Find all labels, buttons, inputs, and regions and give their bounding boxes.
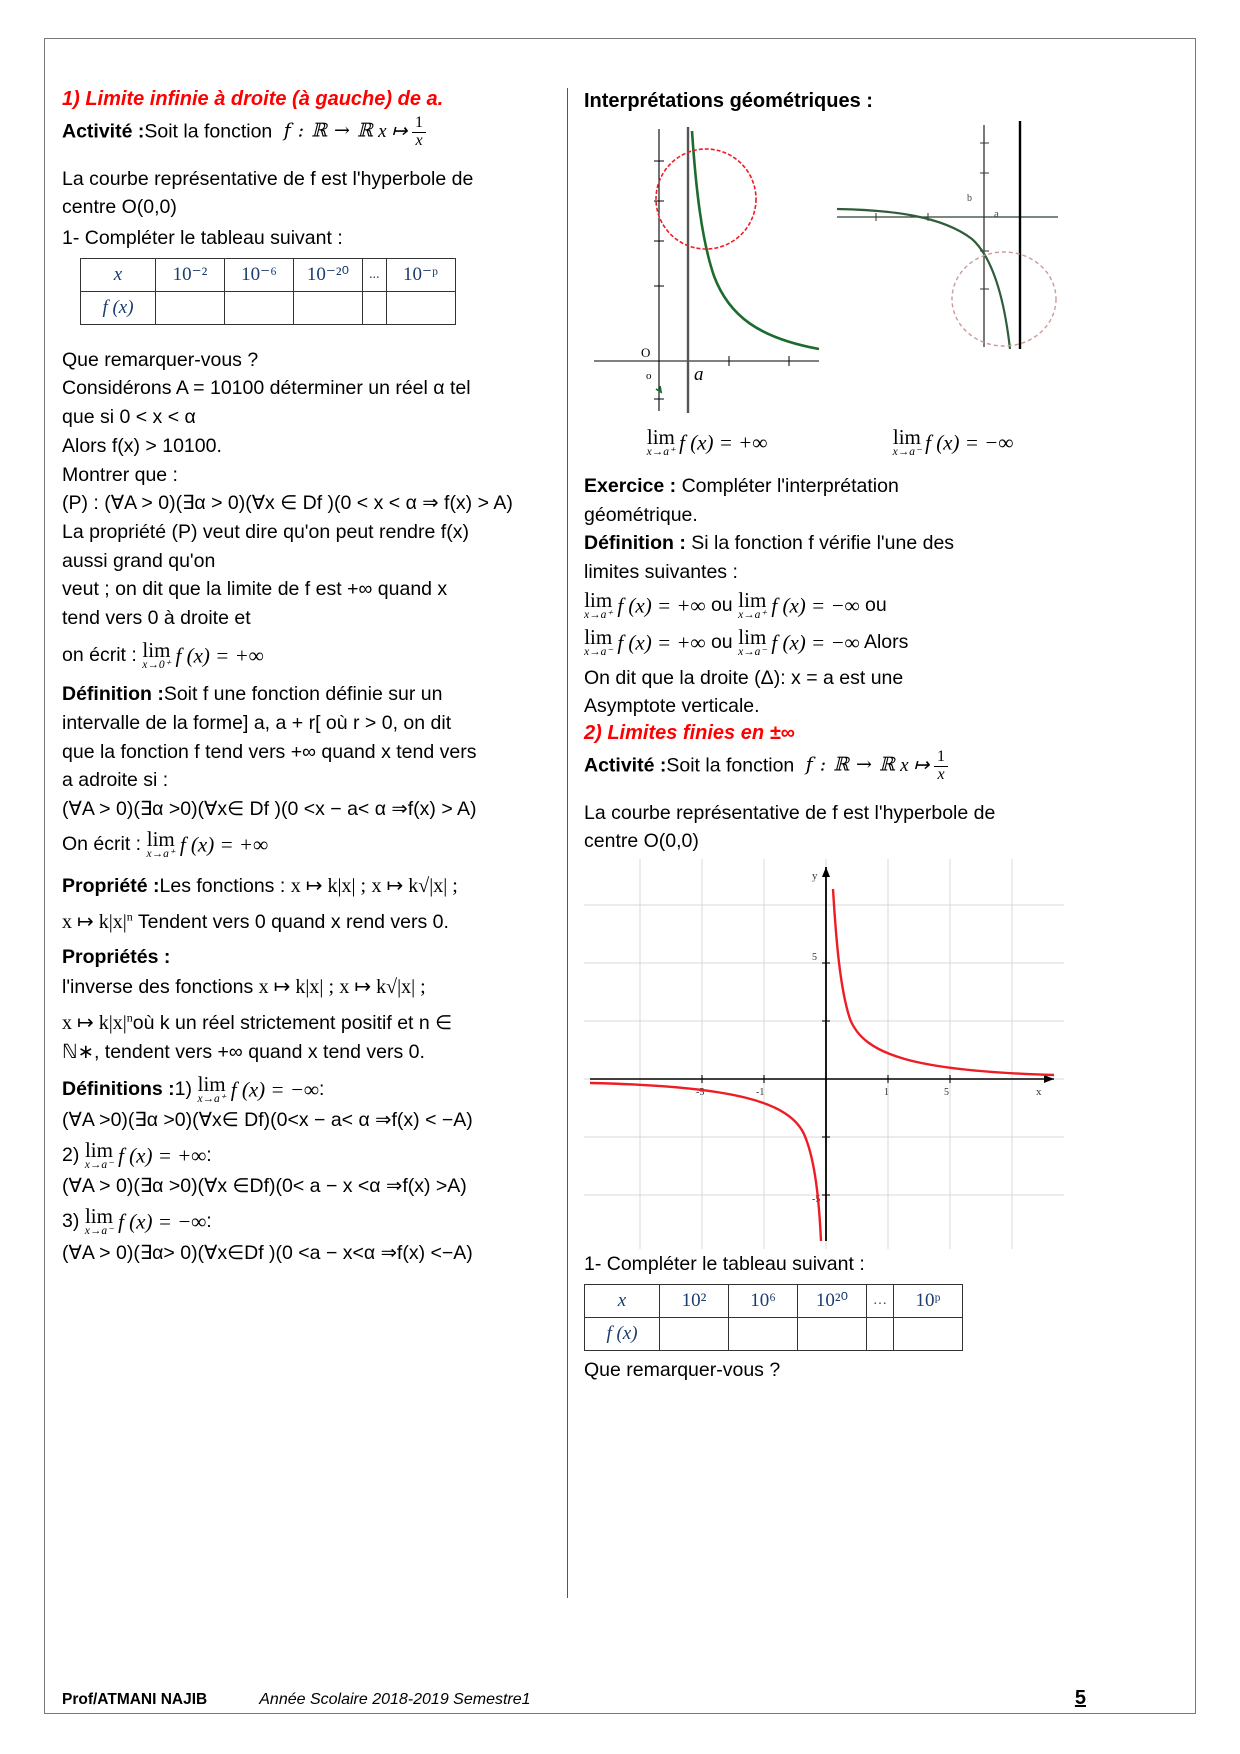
graph-background bbox=[584, 859, 1064, 1249]
lim-operator bbox=[738, 627, 766, 659]
cell-value-right-3[interactable] bbox=[867, 1317, 894, 1350]
function-map-line bbox=[378, 114, 426, 149]
table-instruction-right: 1- Compléter le tableau suivant : bbox=[584, 1253, 865, 1276]
definitions-label: Définitions : bbox=[62, 1077, 175, 1100]
droite-delta-line: On dit que la droite (Δ): x = a est une bbox=[584, 666, 904, 689]
column-divider bbox=[567, 88, 568, 1598]
cell-header-4: 10⁻ᵖ bbox=[386, 258, 455, 291]
b-label-graph2: b bbox=[967, 193, 972, 205]
table-instruction-left: 1- Compléter le tableau suivant : bbox=[62, 227, 343, 249]
lim-body: f (x) = −∞ bbox=[771, 593, 860, 618]
on-ecrit-line-1 bbox=[62, 637, 553, 672]
definition-quantifier-left: (∀A > 0)(∃α >0)(∀x∈ Df )(0 <x − a< α ⇒f(x) > A) bbox=[62, 798, 477, 821]
fn-c-base: x ↦ k|x| bbox=[62, 911, 127, 934]
curve-description-line-1: La courbe représentative de f est l'hyperbole de bbox=[62, 167, 474, 190]
cell-value-right-0[interactable] bbox=[660, 1317, 729, 1350]
propriete-block bbox=[62, 872, 553, 900]
cell-x-label: x bbox=[81, 258, 156, 291]
function-k-abs-x: x ↦ k|x| ; bbox=[290, 875, 367, 898]
on-ecrit-label-1: on écrit : bbox=[62, 643, 137, 666]
propriete-label: Propriété : bbox=[62, 875, 160, 898]
limit-expression-right-minus bbox=[893, 427, 1014, 459]
definition-3-colon: : bbox=[206, 1209, 212, 1232]
definition-3-quantifier: (∀A > 0)(∃α> 0)(∀x∈Df )(0 <a − x<α ⇒f(x) <−A) bbox=[62, 1241, 473, 1264]
limit-expression-l1b bbox=[738, 587, 860, 622]
cell-header-1: 10⁻⁶ bbox=[225, 258, 294, 291]
limit-expression-d3 bbox=[85, 1206, 207, 1238]
exercice-text: Compléter l'interprétation bbox=[681, 474, 899, 497]
lim-subscript: x→a⁻ bbox=[84, 1225, 114, 1238]
lim-subscript: x→a⁻ bbox=[584, 646, 613, 659]
definition-3-block bbox=[62, 1206, 553, 1238]
property-explain-4: tend vers 0 à droite et bbox=[62, 607, 251, 630]
limit-expression-l1a bbox=[584, 587, 706, 622]
hyperbola-graph-large bbox=[584, 859, 1064, 1249]
hyperbola-branch-green bbox=[692, 131, 819, 349]
propriete-tail-text: Tendent vers 0 quand x rend vers 0. bbox=[137, 911, 449, 934]
cell-x-label-right: x bbox=[585, 1284, 660, 1317]
asymptote-line: Asymptote verticale. bbox=[584, 695, 760, 718]
limit-expression-d1 bbox=[197, 1071, 319, 1106]
definition-text-right-2: limites suivantes : bbox=[584, 561, 738, 583]
function-domain-line: f : ℝ → ℝ bbox=[283, 119, 374, 142]
limit-expression-d2 bbox=[84, 1137, 207, 1172]
cell-header-3: ... bbox=[363, 258, 387, 291]
x-tick-5: 5 bbox=[944, 1087, 949, 1099]
lim-word: lim bbox=[584, 587, 613, 612]
lim-body: f (x) = +∞ bbox=[617, 630, 706, 655]
definitions-block bbox=[62, 1071, 553, 1106]
table-row bbox=[585, 1284, 963, 1317]
inverse-tail-2: ℕ∗, tendent vers +∞ quand x tend vers 0. bbox=[62, 1040, 425, 1063]
definition-text-right: Si la fonction f vérifie l'une des bbox=[691, 532, 955, 555]
question-remark-right: Que remarquer-vous ? bbox=[584, 1358, 781, 1381]
x-tick-minus1: -1 bbox=[756, 1087, 765, 1099]
cell-value-right-4[interactable] bbox=[894, 1317, 963, 1350]
activity-text: Soit la fonction bbox=[144, 120, 273, 143]
fn-c-base-2: x ↦ k|x| bbox=[62, 1011, 127, 1034]
ou-connector-2: ou bbox=[865, 593, 887, 616]
cell-header-right-0: 10² bbox=[660, 1284, 729, 1317]
propriete-text: Les fonctions : bbox=[159, 875, 286, 898]
inverse-function-b: x ↦ k√|x| ; bbox=[339, 975, 426, 998]
footer-author: Prof/ATMANI NAJIB bbox=[62, 1691, 208, 1708]
definition-block-left bbox=[62, 681, 553, 708]
function-k-sqrt-abs-x: x ↦ k√|x| ; bbox=[371, 875, 458, 898]
limit-expression-right-plus bbox=[647, 427, 768, 459]
lim-word: lim bbox=[646, 425, 675, 450]
fn-c-exponent-2: n bbox=[126, 1010, 133, 1025]
lim-word: lim bbox=[738, 625, 767, 650]
lim-operator bbox=[84, 1137, 114, 1172]
limit-expression-l2a bbox=[584, 627, 706, 659]
table-row bbox=[81, 291, 456, 324]
lim-operator bbox=[146, 826, 175, 861]
lim-word: lim bbox=[197, 1071, 226, 1096]
lim-operator bbox=[893, 427, 921, 459]
y-axis-label: y bbox=[812, 870, 818, 883]
a-label-graph1: a bbox=[694, 364, 704, 386]
cell-value-2[interactable] bbox=[294, 291, 363, 324]
lim-word: lim bbox=[146, 826, 175, 851]
considerons-line: Considérons A = 10100 déterminer un réel α tel bbox=[62, 377, 471, 400]
cell-value-4[interactable] bbox=[386, 291, 455, 324]
lim-word: lim bbox=[584, 625, 613, 650]
on-ecrit-label-2: On écrit : bbox=[62, 832, 142, 855]
definition-line-2: intervalle de la forme] a, a + r[ où r > 0, on dit bbox=[62, 711, 452, 734]
page-footer bbox=[62, 1687, 1086, 1710]
cell-fx-label-right: f (x) bbox=[585, 1317, 660, 1350]
on-ecrit-line-2 bbox=[62, 826, 553, 861]
property-explain-2: aussi grand qu'on bbox=[62, 549, 216, 572]
alors-line: Alors f(x) > 10100. bbox=[62, 434, 222, 457]
definition-2-quantifier: (∀A > 0)(∃α >0)(∀x ∈Df)(0< a − x <α ⇒f(x) >A) bbox=[62, 1175, 467, 1198]
que-si-line: que si 0 < x < α bbox=[62, 406, 196, 429]
definition-1-quantifier: (∀A >0)(∃α >0)(∀x∈ Df)(0<x − a< α ⇒f(x) < −A) bbox=[62, 1109, 473, 1132]
lim-operator bbox=[584, 627, 612, 659]
activity-label-right: Activité : bbox=[584, 754, 667, 777]
function-definition bbox=[284, 115, 426, 150]
activity-label: Activité : bbox=[62, 120, 145, 143]
fraction-numerator-right: 1 bbox=[937, 748, 946, 766]
alors-connector: Alors bbox=[863, 631, 909, 654]
cell-value-0[interactable] bbox=[156, 291, 225, 324]
lim-operator bbox=[647, 427, 675, 459]
fraction-numerator: 1 bbox=[415, 114, 424, 131]
lim-subscript: x→a⁻ bbox=[84, 1158, 114, 1171]
exercice-block bbox=[584, 473, 1076, 500]
curve-description-line-2: centre O(0,0) bbox=[62, 196, 177, 219]
y-tick-minus5: -5 bbox=[812, 1194, 821, 1206]
x-tick-minus5: -5 bbox=[696, 1087, 705, 1099]
two-column-layout bbox=[62, 88, 1086, 1598]
cell-header-2: 10⁻²⁰ bbox=[294, 258, 363, 291]
function-domain-line-right: f : ℝ → ℝ bbox=[805, 753, 896, 776]
limit-expression-2 bbox=[146, 826, 269, 861]
lim-word: lim bbox=[84, 1204, 113, 1229]
proprietes-label: Propriétés : bbox=[62, 946, 171, 969]
lim-body: f (x) = +∞ bbox=[617, 593, 706, 618]
definition-line-1: Soit f une fonction définie sur un bbox=[163, 683, 443, 706]
property-explain-1: La propriété (P) veut dire qu'on peut rendre f(x) bbox=[62, 520, 469, 543]
function-definition-right bbox=[806, 749, 948, 784]
definition-line-3: que la fonction f tend vers +∞ quand x tend vers bbox=[62, 740, 477, 763]
highlight-circle-red-2 bbox=[952, 252, 1056, 346]
function-k-abs-x-n bbox=[62, 911, 133, 933]
cell-fx-label: f (x) bbox=[81, 291, 156, 324]
lim-word: lim bbox=[892, 425, 921, 450]
inverse-function-c bbox=[62, 1012, 133, 1034]
one-over-x-fraction-right bbox=[934, 749, 948, 784]
cell-header-right-1: 10⁶ bbox=[729, 1284, 798, 1317]
table-row bbox=[81, 258, 456, 291]
footer-page-number: 5 bbox=[1074, 1687, 1086, 1709]
definition-2-colon: : bbox=[206, 1143, 212, 1166]
lim-operator bbox=[85, 1206, 113, 1238]
lim-subscript: x→a⁺ bbox=[738, 608, 767, 621]
left-column bbox=[62, 88, 567, 1598]
a-label-graph2: a bbox=[994, 208, 999, 221]
exercice-text-2: géométrique. bbox=[584, 503, 698, 526]
lim-body: f (x) = −∞ bbox=[230, 1077, 319, 1102]
inverse-tail-1: où k un réel strictement positif et n ∈ bbox=[132, 1011, 453, 1034]
lim-subscript: x→a⁺ bbox=[646, 446, 676, 459]
inverse-text: l'inverse des fonctions bbox=[62, 975, 254, 998]
definition-1-colon: : bbox=[318, 1077, 325, 1100]
lim-subscript: x→a⁻ bbox=[738, 646, 767, 659]
lim-operator bbox=[738, 587, 767, 622]
values-table-left bbox=[80, 258, 456, 325]
section-heading-2: 2) Limites finies en ±∞ bbox=[584, 722, 795, 745]
footer-school-year: Année Scolaire 2018-2019 Semestre1 bbox=[259, 1691, 531, 1708]
graph-limit-minus-infinity bbox=[832, 121, 1062, 351]
lim-subscript: x→0⁺ bbox=[142, 658, 171, 671]
inverse-function-a: x ↦ k|x| ; bbox=[258, 975, 334, 998]
limits-list-row-1 bbox=[584, 587, 1076, 622]
cell-value-1[interactable] bbox=[225, 291, 294, 324]
limit-expression-l2b bbox=[738, 627, 860, 659]
ou-connector-3: ou bbox=[710, 631, 733, 654]
lim-body: f (x) = +∞ bbox=[179, 832, 269, 857]
lim-operator bbox=[584, 587, 613, 622]
curve-description-right-1: La courbe représentative de f est l'hyperbole de bbox=[584, 801, 996, 824]
lim-operator bbox=[197, 1071, 226, 1106]
highlight-circle-red bbox=[656, 149, 756, 249]
definition-label-right: Définition : bbox=[584, 532, 686, 555]
lim-body: f (x) = −∞ bbox=[771, 630, 860, 655]
table-row bbox=[585, 1317, 963, 1350]
map-variable-right: x ↦ bbox=[900, 754, 930, 776]
curve-description-right-2: centre O(0,0) bbox=[584, 830, 699, 853]
lim-subscript: x→a⁺ bbox=[146, 847, 175, 860]
definition-line-4: a adroite si : bbox=[62, 769, 169, 792]
lim-word: lim bbox=[84, 1137, 113, 1162]
interpretations-title: Interprétations géométriques : bbox=[584, 90, 873, 112]
fraction-denominator-right: x bbox=[934, 766, 948, 784]
definition-2-block bbox=[62, 1137, 553, 1172]
fraction-denominator: x bbox=[412, 132, 426, 150]
lim-body: f (x) = −∞ bbox=[925, 430, 1014, 455]
y-tick-5: 5 bbox=[812, 952, 817, 964]
map-variable: x ↦ bbox=[378, 120, 408, 142]
inverse-block bbox=[62, 973, 553, 1001]
function-map-line-right bbox=[900, 748, 948, 783]
lim-body: f (x) = +∞ bbox=[679, 430, 768, 455]
definition-block-right bbox=[584, 530, 1076, 557]
cell-header-right-4: 10ᵖ bbox=[894, 1284, 963, 1317]
values-table-right bbox=[584, 1284, 963, 1351]
montrer-line: Montrer que : bbox=[62, 463, 178, 486]
x-axis-label: x bbox=[1036, 1086, 1042, 1099]
limits-list-row-2 bbox=[584, 627, 1076, 659]
lim-subscript: x→a⁻ bbox=[892, 446, 922, 459]
graph-limit-plus-infinity bbox=[584, 121, 834, 416]
definition-3-number: 3) bbox=[62, 1209, 80, 1232]
question-remark-left: Que remarquer-vous ? bbox=[62, 348, 259, 371]
definition-label-left: Définition : bbox=[62, 683, 164, 706]
limit-expression-1 bbox=[142, 637, 264, 672]
origin-label: o bbox=[646, 370, 652, 383]
section-heading-1: 1) Limite infinie à droite (à gauche) de a. bbox=[62, 88, 444, 110]
fn-c-exponent: n bbox=[126, 909, 133, 924]
cell-value-right-2[interactable] bbox=[798, 1317, 867, 1350]
cell-header-right-2: 10²⁰ bbox=[798, 1284, 867, 1317]
definition-2-number: 2) bbox=[62, 1143, 80, 1166]
definition-1-number: 1) bbox=[174, 1077, 193, 1100]
limit-pair-row bbox=[584, 427, 1076, 459]
activity-block bbox=[62, 115, 553, 150]
cell-value-3[interactable] bbox=[363, 291, 387, 324]
activity-text-right: Soit la fonction bbox=[666, 754, 795, 777]
ou-connector-1: ou bbox=[710, 593, 733, 616]
cell-value-right-1[interactable] bbox=[729, 1317, 798, 1350]
lim-subscript: x→a⁺ bbox=[197, 1092, 226, 1105]
one-over-x-fraction bbox=[412, 115, 426, 150]
activity-block-right bbox=[584, 749, 1076, 784]
x-tick-1: 1 bbox=[884, 1087, 889, 1099]
lim-body: f (x) = +∞ bbox=[175, 643, 264, 668]
property-p-line: (P) : (∀A > 0)(∃α > 0)(∀x ∈ Df )(0 < x < α ⇒ f(x) > A) bbox=[62, 492, 513, 515]
cell-header-0: 10⁻² bbox=[156, 258, 225, 291]
inverse-tail-block bbox=[62, 1009, 553, 1037]
lim-word: lim bbox=[738, 587, 767, 612]
lim-operator bbox=[142, 637, 171, 672]
lim-subscript: x→a⁺ bbox=[584, 608, 613, 621]
exercice-label: Exercice : bbox=[584, 474, 677, 497]
zero-label: O bbox=[641, 345, 651, 361]
geometric-interpretation-graphs bbox=[584, 117, 1079, 417]
cell-header-right-3: … bbox=[867, 1284, 894, 1317]
right-column bbox=[576, 88, 1076, 1598]
lim-word: lim bbox=[142, 637, 171, 662]
lim-body: f (x) = −∞ bbox=[118, 1209, 207, 1234]
property-explain-3: veut ; on dit que la limite de f est +∞ quand x bbox=[62, 578, 448, 601]
lim-body: f (x) = +∞ bbox=[118, 1143, 207, 1168]
propriete-tail-block bbox=[62, 908, 553, 936]
